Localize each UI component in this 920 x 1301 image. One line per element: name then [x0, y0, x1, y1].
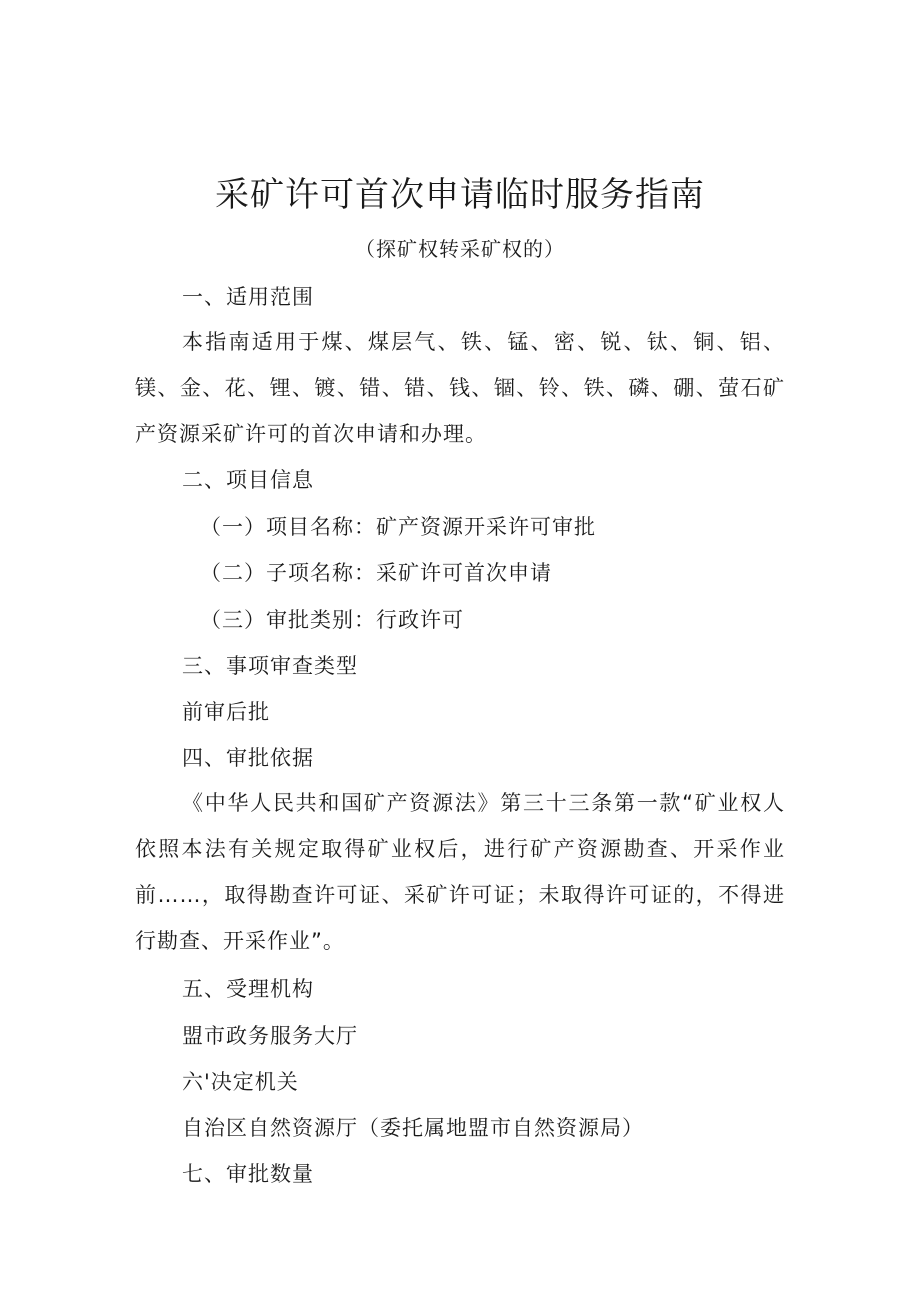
section-heading-approval-quantity: 七、审批数量: [182, 1162, 314, 1186]
section-heading-accepting-agency: 五、受理机构: [182, 977, 314, 1001]
section-heading-project-info: 二、项目信息: [182, 468, 314, 492]
section-heading-deciding-authority: 六'决定机关: [182, 1070, 299, 1094]
section-heading-legal-basis: 四、审批依据: [182, 746, 314, 770]
legal-basis-paragraph: 《中华人民共和国矿产资源法》第三十三条第一款“矿业权人依照本法有关规定取得矿业权后，进行矿产资源勘查、开采作业前……，取得勘查许可证、采矿许可证；未取得许可证的，不得进行勘查、开采作业”。: [135, 791, 785, 953]
approval-category-item: （三）审批类别：行政许可: [200, 608, 464, 632]
deciding-authority-value: 自治区自然资源厅（委托属地盟市自然资源局）: [182, 1116, 644, 1140]
section-heading-review-type: 三、事项审查类型: [182, 654, 358, 678]
scope-paragraph: 本指南适用于煤、煤层气、铁、锰、密、锐、钛、铜、铝、镁、金、花、锂、镀、错、错、钱、锢、铃、铁、磷、硼、萤石矿产资源采矿许可的首次申请和办理。: [135, 330, 785, 446]
project-name-item: （一）项目名称：矿产资源开采许可审批: [200, 515, 596, 539]
page-title: 采矿许可首次申请临时服务指南: [215, 175, 705, 215]
review-type-value: 前审后批: [182, 700, 270, 724]
accepting-agency-value: 盟市政务服务大厅: [182, 1024, 358, 1048]
page-subtitle: （探矿权转采矿权的）: [355, 237, 565, 261]
subitem-name-item: （二）子项名称：采矿许可首次申请: [200, 561, 552, 585]
section-heading-scope: 一、适用范围: [182, 285, 314, 309]
